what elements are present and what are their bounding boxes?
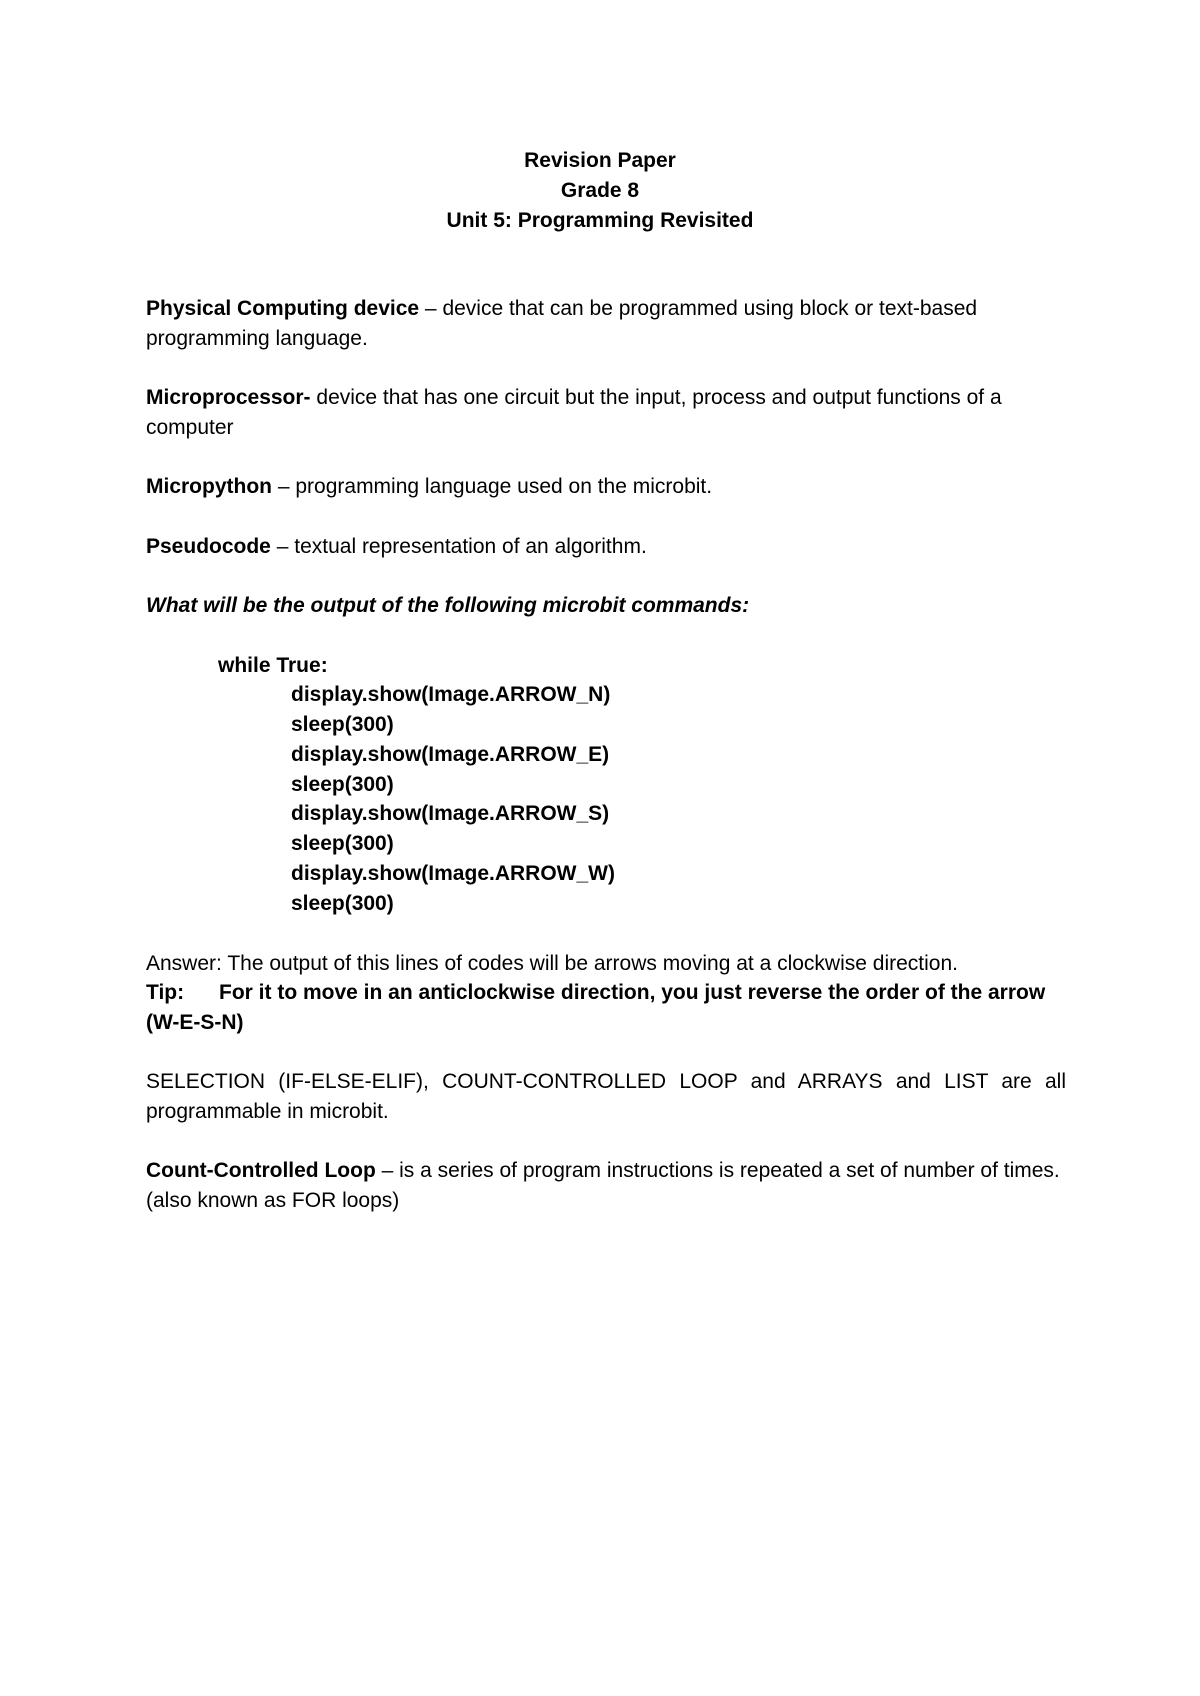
definition-term: Pseudocode [146, 534, 271, 558]
definition-micropython [146, 472, 1066, 502]
code-line: sleep(300) [291, 832, 394, 856]
definition-count-controlled-loop [146, 1156, 1066, 1215]
code-line: display.show(Image.ARROW_S) [291, 802, 610, 826]
definition-term: Physical Computing device [146, 297, 420, 320]
answer-text: Answer: The output of this lines of codes will be arrows moving at a clockwise direction. [146, 951, 958, 975]
code-line: display.show(Image.ARROW_E) [291, 742, 610, 766]
definition-term: Micropython [146, 475, 272, 498]
code-line: sleep(300) [291, 772, 394, 796]
definition-pseudocode [146, 532, 1066, 562]
definition-text: textual representation of an algorithm. [294, 534, 647, 558]
code-line: display.show(Image.ARROW_N) [291, 683, 611, 707]
definition-separator: – [272, 475, 296, 498]
document-title: Revision Paper [524, 149, 676, 172]
tip-text: For it to move in an anticlockwise direction, you just reverse the order of the arrow (W-E-S-N) [146, 981, 1046, 1034]
code-line: sleep(300) [291, 713, 394, 737]
definition-text: device that can be programmed using block or text-based programming language. [146, 297, 978, 350]
definition-separator: – [270, 534, 295, 558]
question-text: What will be the output of the following microbit commands: [146, 594, 750, 617]
definition-separator: – [375, 1159, 394, 1183]
definition-term: Count-Controlled Loop [146, 1159, 376, 1183]
tip-label: Tip: [146, 981, 185, 1005]
unit-heading: Unit 5: Programming Revisited [446, 209, 754, 232]
definition-microprocessor [146, 383, 1066, 442]
definition-physical-computing [146, 294, 1066, 353]
selection-note: SELECTION (IF-ELSE-ELIF), COUNT-CONTROLLED LOOP and ARRAYS and LIST are all programmable in microbit. [146, 1070, 1066, 1123]
tip-paragraph [146, 978, 1066, 1037]
document-body [146, 294, 1066, 1245]
definition-text: is a series of program instructions is repeated a set of number of times. (also known as FOR loops) [146, 1159, 1060, 1212]
grade-heading: Grade 8 [560, 179, 640, 202]
definition-text: programming language used on the microbit. [295, 475, 713, 498]
definition-text: device that has one circuit but the input, process and output functions of a computer [146, 386, 1002, 439]
code-line: sleep(300) [291, 891, 394, 915]
code-loop-line: while True: [218, 653, 328, 677]
document-header [0, 146, 1200, 236]
code-block [218, 651, 1066, 919]
definition-term: Microprocessor- [146, 386, 311, 409]
definition-separator: – [419, 297, 443, 320]
code-line: display.show(Image.ARROW_W) [291, 862, 615, 886]
